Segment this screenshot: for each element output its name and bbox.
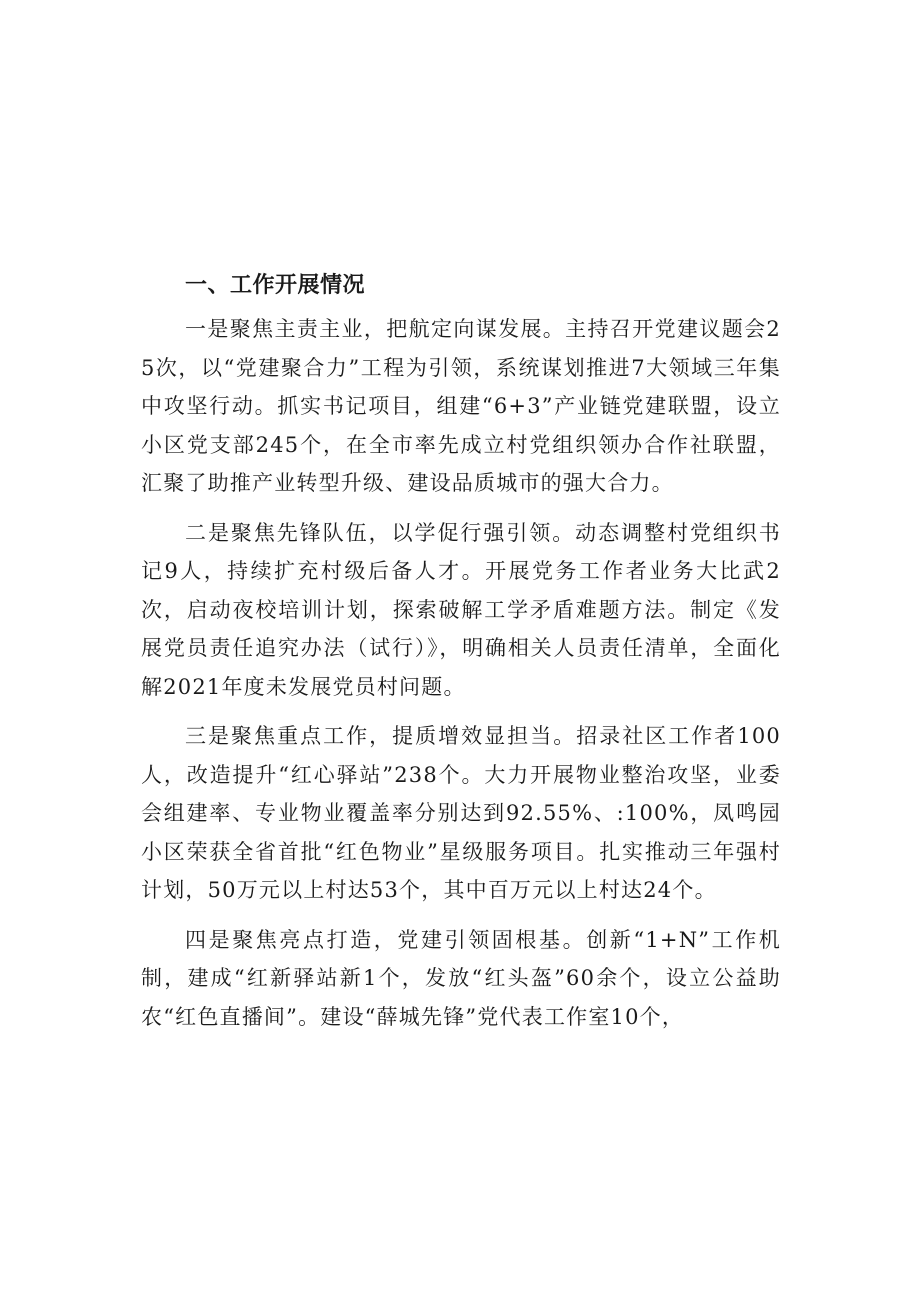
paragraph-1: 一是聚焦主责主业，把航定向谋发展。主持召开党建议题会25次，以“党建聚合力”工程为引领，系统谋划推进7大领域三年集中攻坚行动。抓实书记项目，组建“6+3”产业链党建联盟，设立小区党支部245个，在全市率先成立村党组织领办合作社联盟，汇聚了助推产业转型升级、建设品质城市的强大合力。 — [141, 317, 781, 495]
paragraph-3: 三是聚焦重点工作，提质增效显担当。招录社区工作者100人，改造提升“红心驿站”238个。大力开展物业整治攻坚，业委会组建率、专业物业覆盖率分别达到92.55%、:100%，凤鸣园小区荣获全省首批“红色物业”星级服务项目。扎实推动三年强村计划，50万元以上村达53个，其中百万元以上村达24个。 — [141, 724, 781, 902]
document-body — [141, 268, 781, 1047]
paragraph-4: 四是聚焦亮点打造，党建引领固根基。创新“1+N”工作机制，建成“红新驿站新1个，发放“红头盔”60余个，设立公益助农“红色直播间”。建设“薛城先锋”党代表工作室10个， — [141, 927, 781, 1029]
paragraph-2: 二是聚焦先锋队伍，以学促行强引领。动态调整村党组织书记9人，持续扩充村级后备人才。开展党务工作者业务大比武2次，启动夜校培训计划，探索破解工学矛盾难题方法。制定《发展党员责任追究办法（试行）》，明确相关人员责任清单，全面化解2021年度未发展党员村问题。 — [141, 520, 781, 699]
section-heading: 一、工作开展情况 — [185, 273, 366, 298]
